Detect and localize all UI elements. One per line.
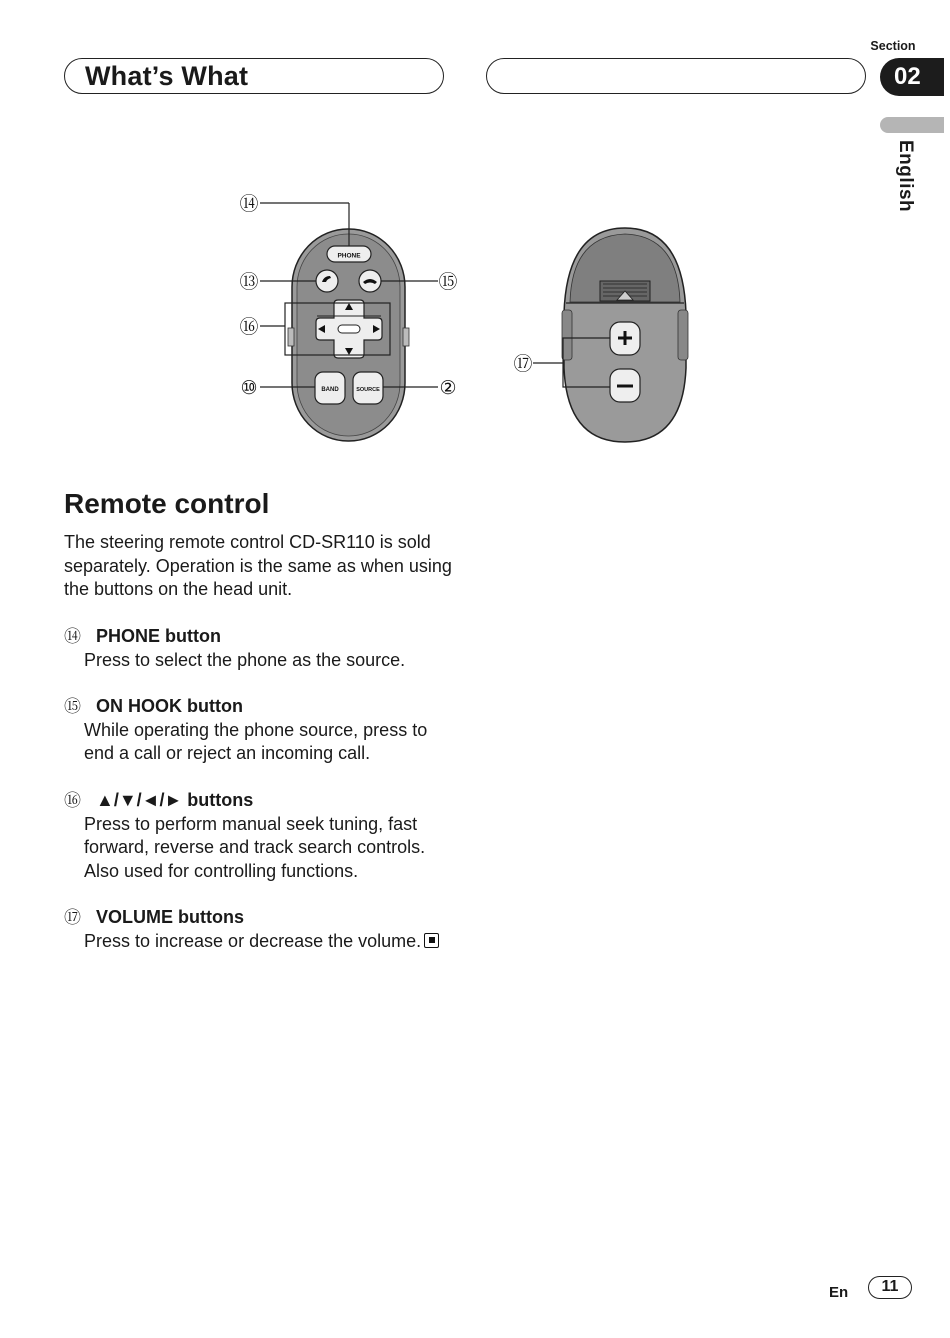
section-heading: Remote control bbox=[64, 488, 270, 519]
item-title: ▲/▼/◄/► buttons bbox=[96, 790, 254, 810]
end-mark-icon bbox=[424, 933, 439, 948]
item-title: ON HOOK button bbox=[96, 696, 243, 716]
page-number: 11 bbox=[868, 1276, 912, 1299]
list-item bbox=[64, 695, 464, 766]
section-number: 02 bbox=[880, 58, 944, 96]
callout-13: ⑬ bbox=[239, 272, 259, 293]
intro-paragraph: The steering remote control CD-SR110 is sold separately. Operation is the same as when using the buttons on the head unit. bbox=[64, 532, 452, 599]
off-hook-button bbox=[316, 270, 338, 292]
item-description: Press to perform manual seek tuning, fast forward, reverse and track search controls. Also used for controlling functions. bbox=[84, 813, 426, 881]
callout-15: ⑮ bbox=[438, 272, 458, 293]
callout-2: ② bbox=[439, 378, 457, 399]
callout-14: ⑭ bbox=[239, 194, 259, 215]
item-title: PHONE button bbox=[96, 626, 221, 646]
item-number: ⑮ bbox=[64, 697, 81, 716]
chapter-title: What’s What bbox=[85, 61, 249, 91]
item-description: Press to increase or decrease the volume. bbox=[84, 930, 422, 951]
list-item bbox=[64, 789, 464, 883]
item-description-wrap bbox=[64, 930, 464, 954]
band-button-label: BAND bbox=[321, 387, 339, 393]
remote-control-illustration bbox=[0, 0, 950, 470]
phone-button-label: PHONE bbox=[337, 252, 361, 260]
callout-10: ⑩ bbox=[240, 378, 258, 399]
callout-16: ⑯ bbox=[239, 317, 259, 338]
callout-17: ⑰ bbox=[513, 354, 533, 375]
item-description: While operating the phone source, press to end a call or reject an incoming call. bbox=[84, 719, 428, 763]
language-label: English bbox=[895, 140, 916, 213]
item-number: ⑯ bbox=[64, 791, 81, 810]
item-description: Press to select the phone as the source. bbox=[84, 649, 406, 670]
list-item bbox=[64, 906, 464, 953]
footer-language: En bbox=[829, 1284, 849, 1301]
list-item bbox=[64, 625, 464, 672]
source-button-label: SOURCE bbox=[356, 387, 380, 393]
section-label: Section bbox=[870, 39, 916, 53]
item-number: ⑭ bbox=[64, 627, 81, 646]
item-title: VOLUME buttons bbox=[96, 907, 244, 927]
item-number: ⑰ bbox=[64, 908, 81, 927]
